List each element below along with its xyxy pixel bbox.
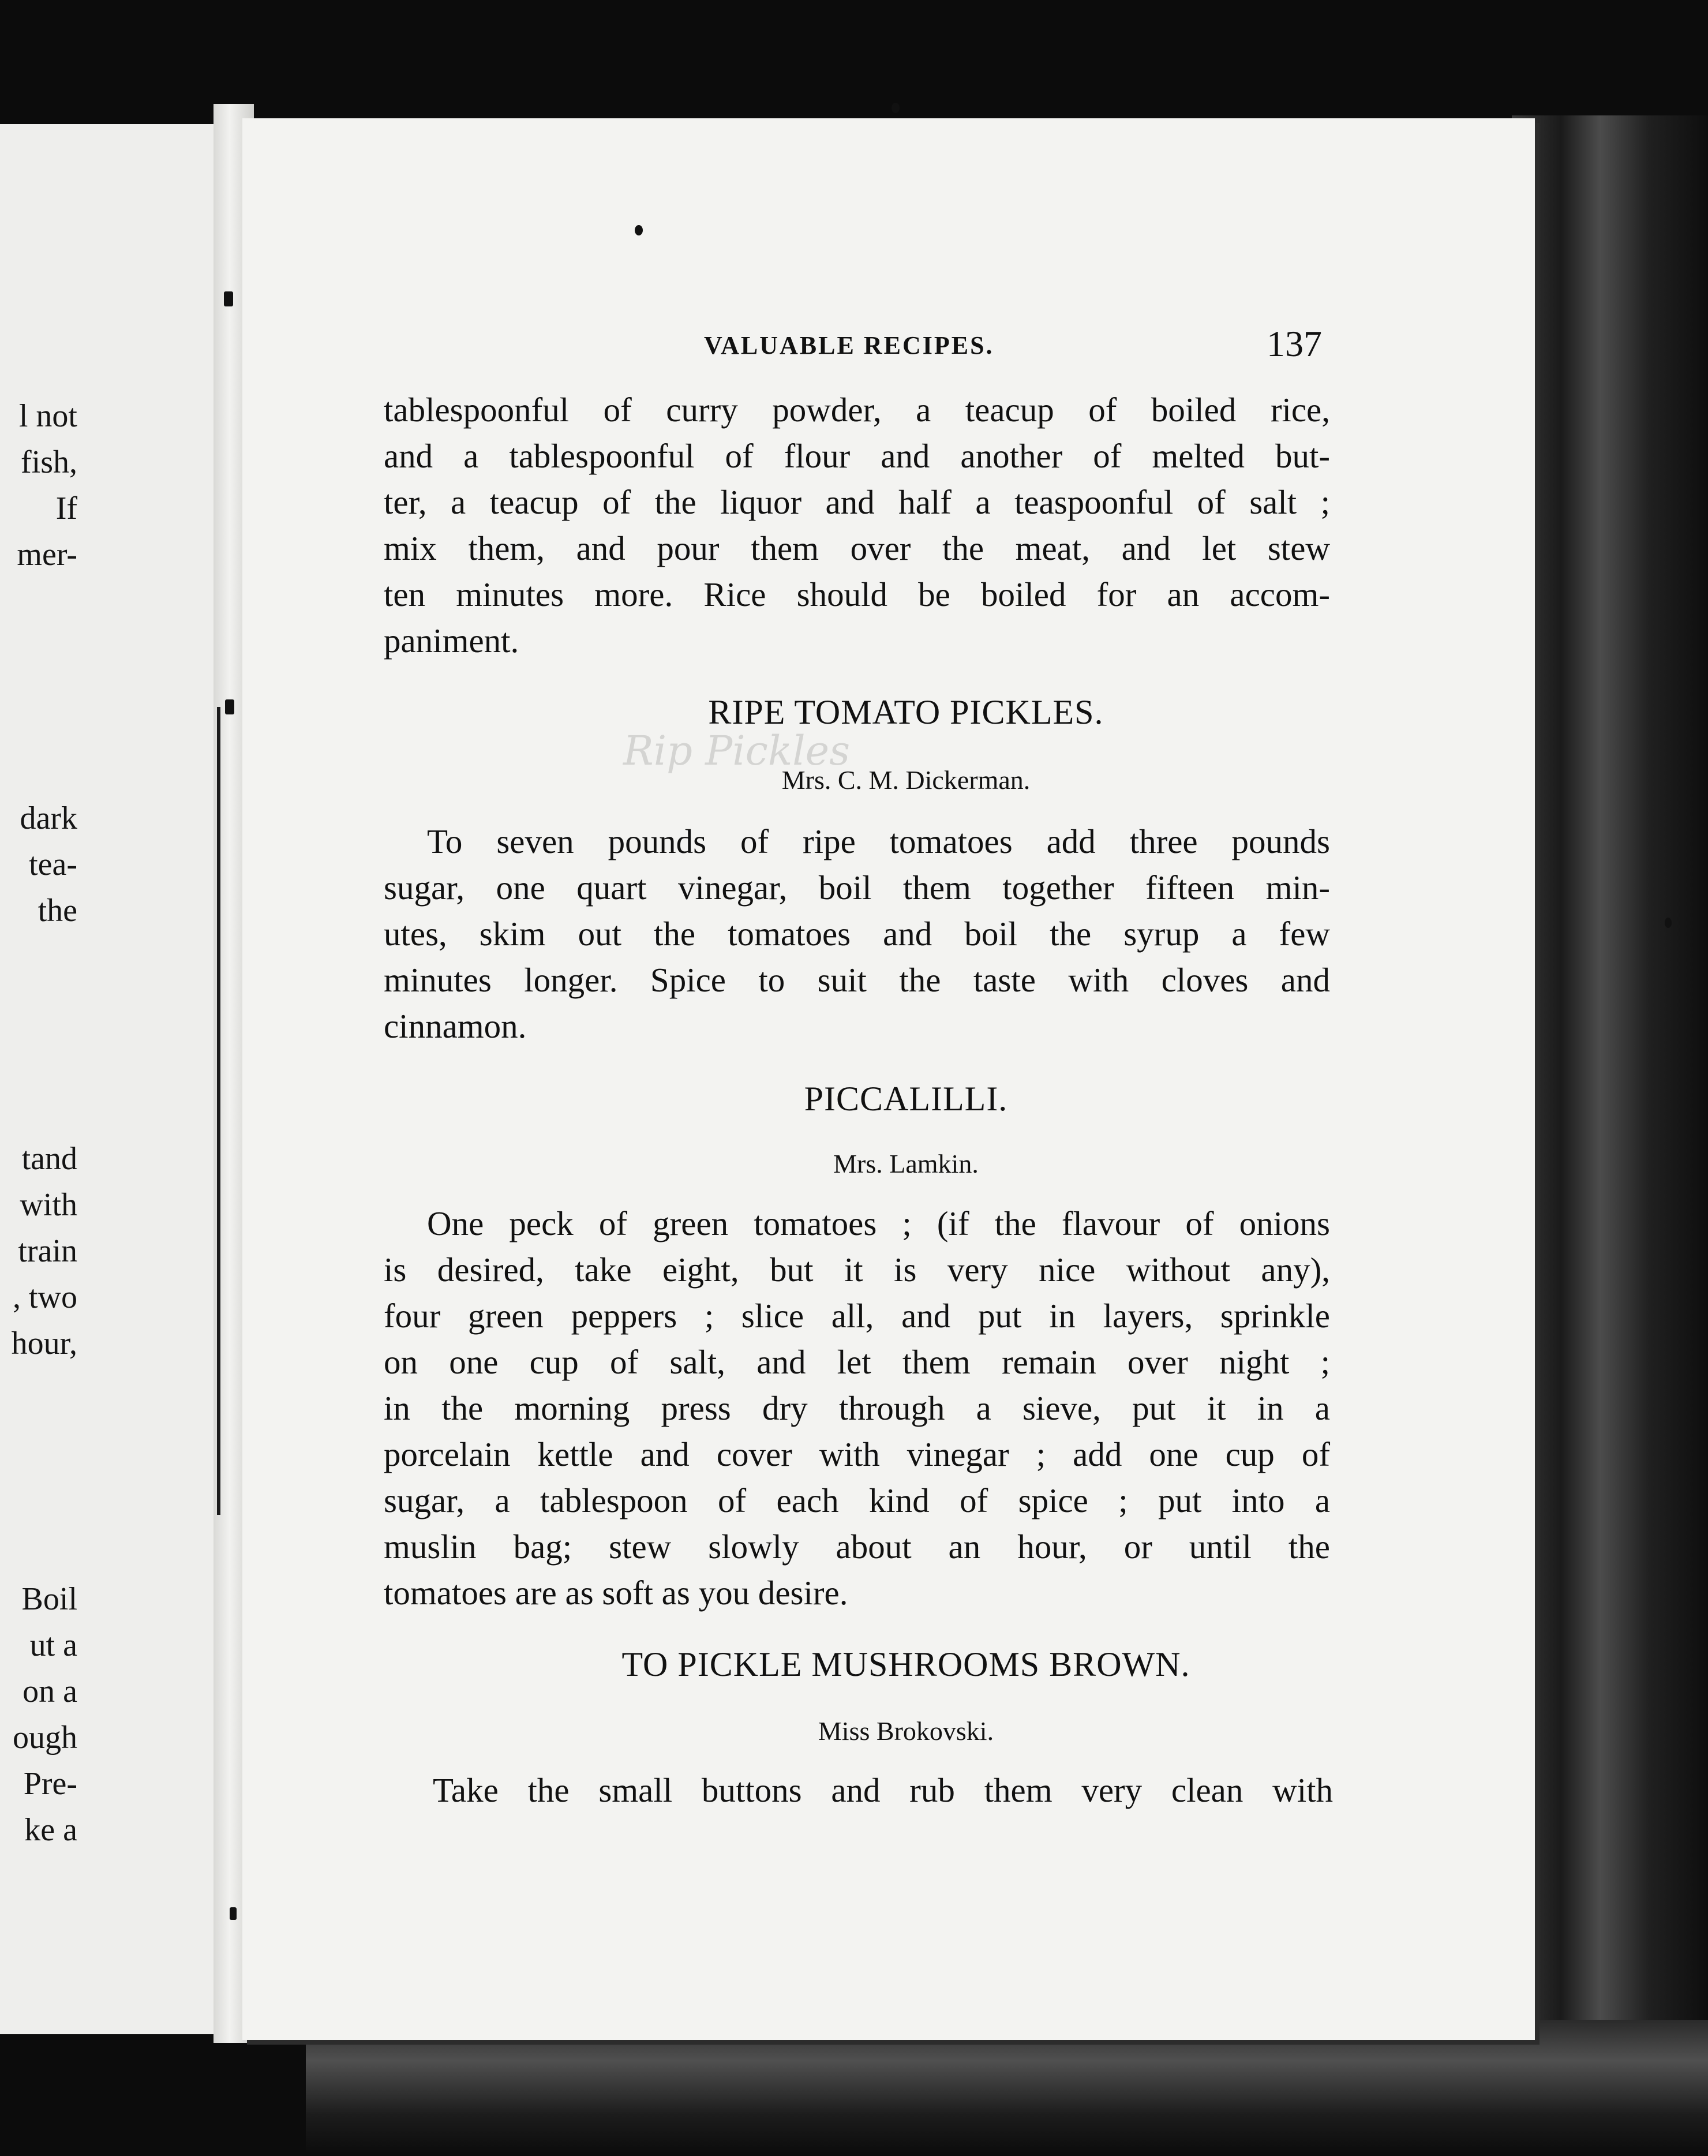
left-page-line: on a (23, 1674, 77, 1709)
body-line: ter, a teacup of the liquor and half a teaspoonful of salt ; (384, 483, 1330, 521)
left-page-line: train (18, 1233, 77, 1269)
left-page-line: ough (13, 1720, 77, 1756)
body-line: and a tablespoonful of flour and another of melted but- (384, 437, 1330, 475)
binding-thread-mark (230, 1907, 237, 1920)
running-title: VALUABLE RECIPES. (704, 331, 994, 360)
body-line: four green peppers ; slice all, and put in layers, sprinkle (384, 1297, 1330, 1335)
left-page-line: mer- (17, 537, 77, 572)
main-page (242, 118, 1535, 2040)
body-line: sugar, one quart vinegar, boil them together fifteen min- (384, 869, 1330, 907)
recipe-title: PICCALILLI. (804, 1080, 1008, 1118)
right-binding-edge (1512, 115, 1708, 2156)
body-line: ten minutes more. Rice should be boiled for an accom- (384, 575, 1330, 613)
body-line: is desired, take eight, but it is very nice without any), (384, 1251, 1330, 1289)
left-page-line: Pre- (23, 1766, 77, 1802)
body-line: sugar, a tablespoon of each kind of spice ; put into a (384, 1481, 1330, 1519)
left-page-line: ut a (29, 1627, 77, 1663)
print-speck (1665, 918, 1672, 928)
body-line: Take the small buttons and rub them very clean with (433, 1771, 1333, 1809)
left-page-line: tand (21, 1141, 77, 1177)
body-line: in the morning press dry through a sieve, put it in a (384, 1389, 1330, 1427)
recipe-author: Miss Brokovski. (818, 1716, 994, 1746)
body-line: on one cup of salt, and let them remain over night ; (384, 1343, 1330, 1381)
left-page-line: the (38, 893, 77, 929)
print-speck (892, 103, 900, 113)
left-page-line: with (20, 1187, 77, 1223)
body-line: mix them, and pour them over the meat, and let stew (384, 529, 1330, 567)
body-line: To seven pounds of ripe tomatoes add three pounds (427, 822, 1330, 860)
recipe-author: Mrs. Lamkin. (833, 1149, 979, 1178)
body-line: porcelain kettle and cover with vinegar ; add one cup of (384, 1435, 1330, 1473)
binding-thread-mark (225, 699, 234, 714)
recipe-author: Mrs. C. M. Dickerman. (781, 765, 1031, 795)
body-line: paniment. (384, 622, 519, 660)
left-page-line: l not (18, 398, 77, 434)
left-page-line: , two (13, 1279, 77, 1315)
body-line: muslin bag; stew slowly about an hour, or until the (384, 1528, 1330, 1566)
recipe-title: TO PICKLE MUSHROOMS BROWN. (621, 1645, 1190, 1683)
left-page-line: tea- (29, 847, 77, 882)
left-page-line: fish, (21, 444, 77, 480)
page-number: 137 (1267, 323, 1322, 364)
left-page-line: Boil (21, 1581, 77, 1617)
left-page-line: If (55, 491, 77, 526)
gutter-shadow (217, 707, 220, 1515)
body-line: tablespoonful of curry powder, a teacup of boiled rice, (384, 391, 1330, 429)
left-page-line: hour, (11, 1326, 77, 1361)
left-page-line: dark (20, 800, 77, 836)
body-line: tomatoes are as soft as you desire. (384, 1574, 848, 1612)
body-line: cinnamon. (384, 1007, 527, 1045)
recipe-title: RIPE TOMATO PICKLES. (708, 693, 1104, 731)
left-facing-page (0, 124, 233, 2034)
body-line: minutes longer. Spice to suit the taste with cloves and (384, 961, 1330, 999)
body-line: One peck of green tomatoes ; (if the flavour of onions (427, 1204, 1330, 1242)
left-page-line: ke a (24, 1812, 77, 1848)
binding-thread-mark (224, 291, 233, 306)
pencil-annotation: Rip Pickles (623, 727, 850, 774)
bottom-binding-edge (306, 2020, 1708, 2156)
body-line: utes, skim out the tomatoes and boil the syrup a few (384, 915, 1330, 953)
print-speck (635, 225, 643, 235)
running-head (242, 323, 1535, 371)
